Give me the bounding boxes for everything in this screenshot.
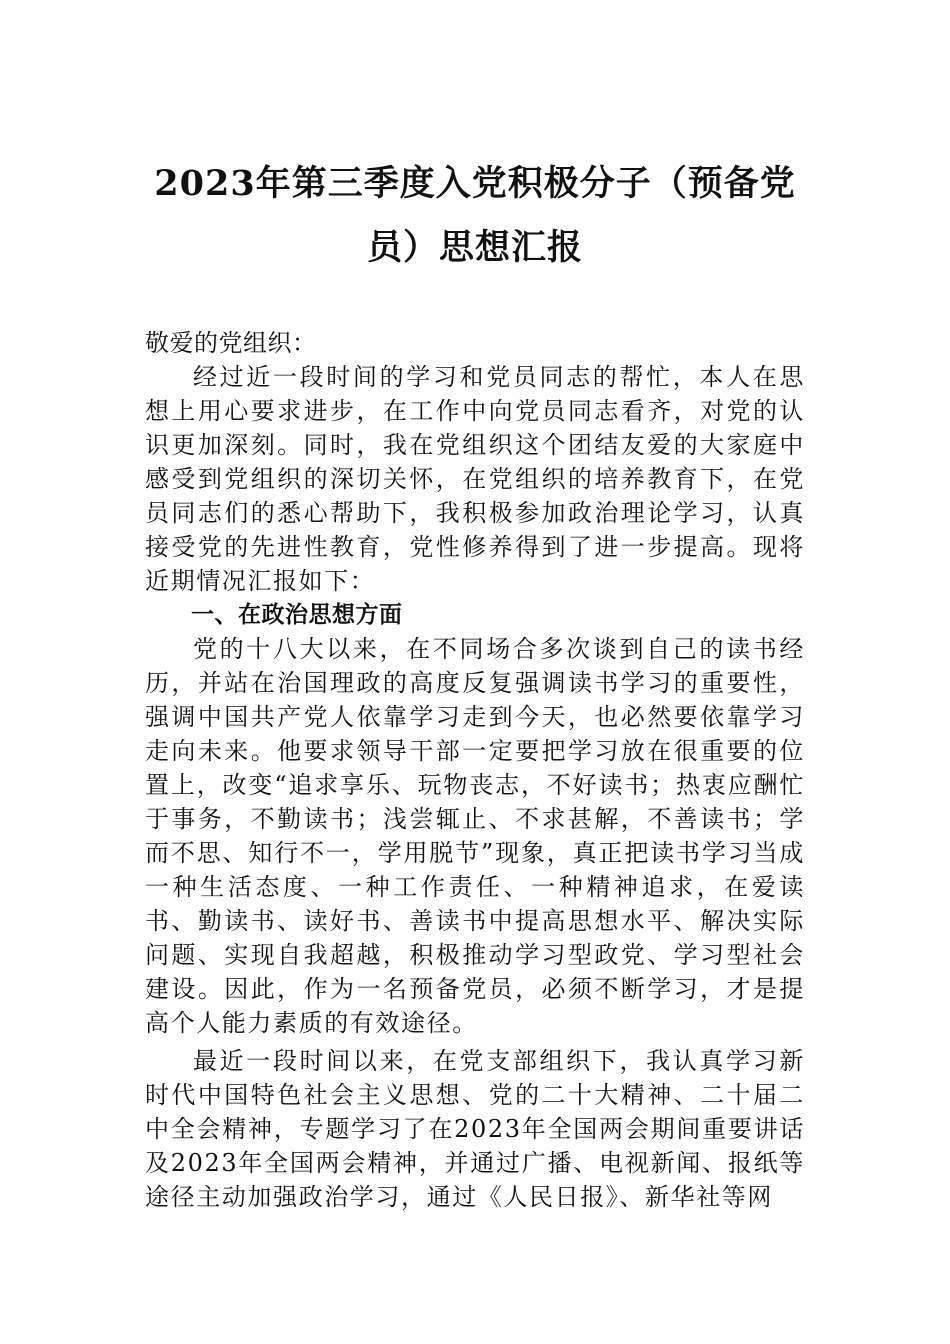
paragraph-reading: 党的十八大以来，在不同场合多次谈到自己的读书经历，并站在治国理政的高度反复强调读书学习的重要性，强调中国共产党人依靠学习走到今天，也必然要依靠学习走向未来。他要求领导干部一定要把学习放在很重要的位置上，改变“追求享乐、玩物丧志，不好读书；热衷应酬忙于事务，不勤读书；浅尝辄止、不求甚解，不善读书；学而不思、知行不一，学用脱节”现象，真正把读书学习当成一种生活态度、一种工作责任、一种精神追求，在爱读书、勤读书、读好书、善读书中提高思想水平、解决实际问题、实现自我超越，积极推动学习型政党、学习型社会建设。因此，作为一名预备党员，必须不断学习，才是提高个人能力素质的有效途径。: [145, 635, 805, 1037]
section-heading-political: 一、在政治思想方面: [191, 602, 403, 628]
title-line-1: 2023年第三季度入党积极分子（预备党: [154, 163, 796, 204]
salutation: 敬爱的党组织：: [145, 329, 317, 357]
paragraph-recent-study: 最近一段时间以来，在党支部组织下，我认真学习新时代中国特色社会主义思想、党的二十大精神、二十届二中全会精神，专题学习了在2023年全国两会期间重要讲话及2023年全国两会精神，并通过广播、电视新闻、报纸等途径主动加强政治学习，通过《人民日报》、新华社等网: [145, 1047, 805, 1211]
document-body: [145, 326, 805, 1214]
document-title: [145, 152, 805, 280]
title-line-2: 员）思想汇报: [366, 227, 583, 268]
paragraph-intro: 经过近一段时间的学习和党员同志的帮忙，本人在思想上用心要求进步，在工作中向党员同志看齐，对党的认识更加深刻。同时，我在党组织这个团结友爱的大家庭中感受到党组织的深切关怀，在党组织的培养教育下，在党员同志们的悉心帮助下，我积极参加政治理论学习，认真接受党的先进性教育，党性修养得到了进一步提高。现将近期情况汇报如下：: [145, 363, 805, 595]
